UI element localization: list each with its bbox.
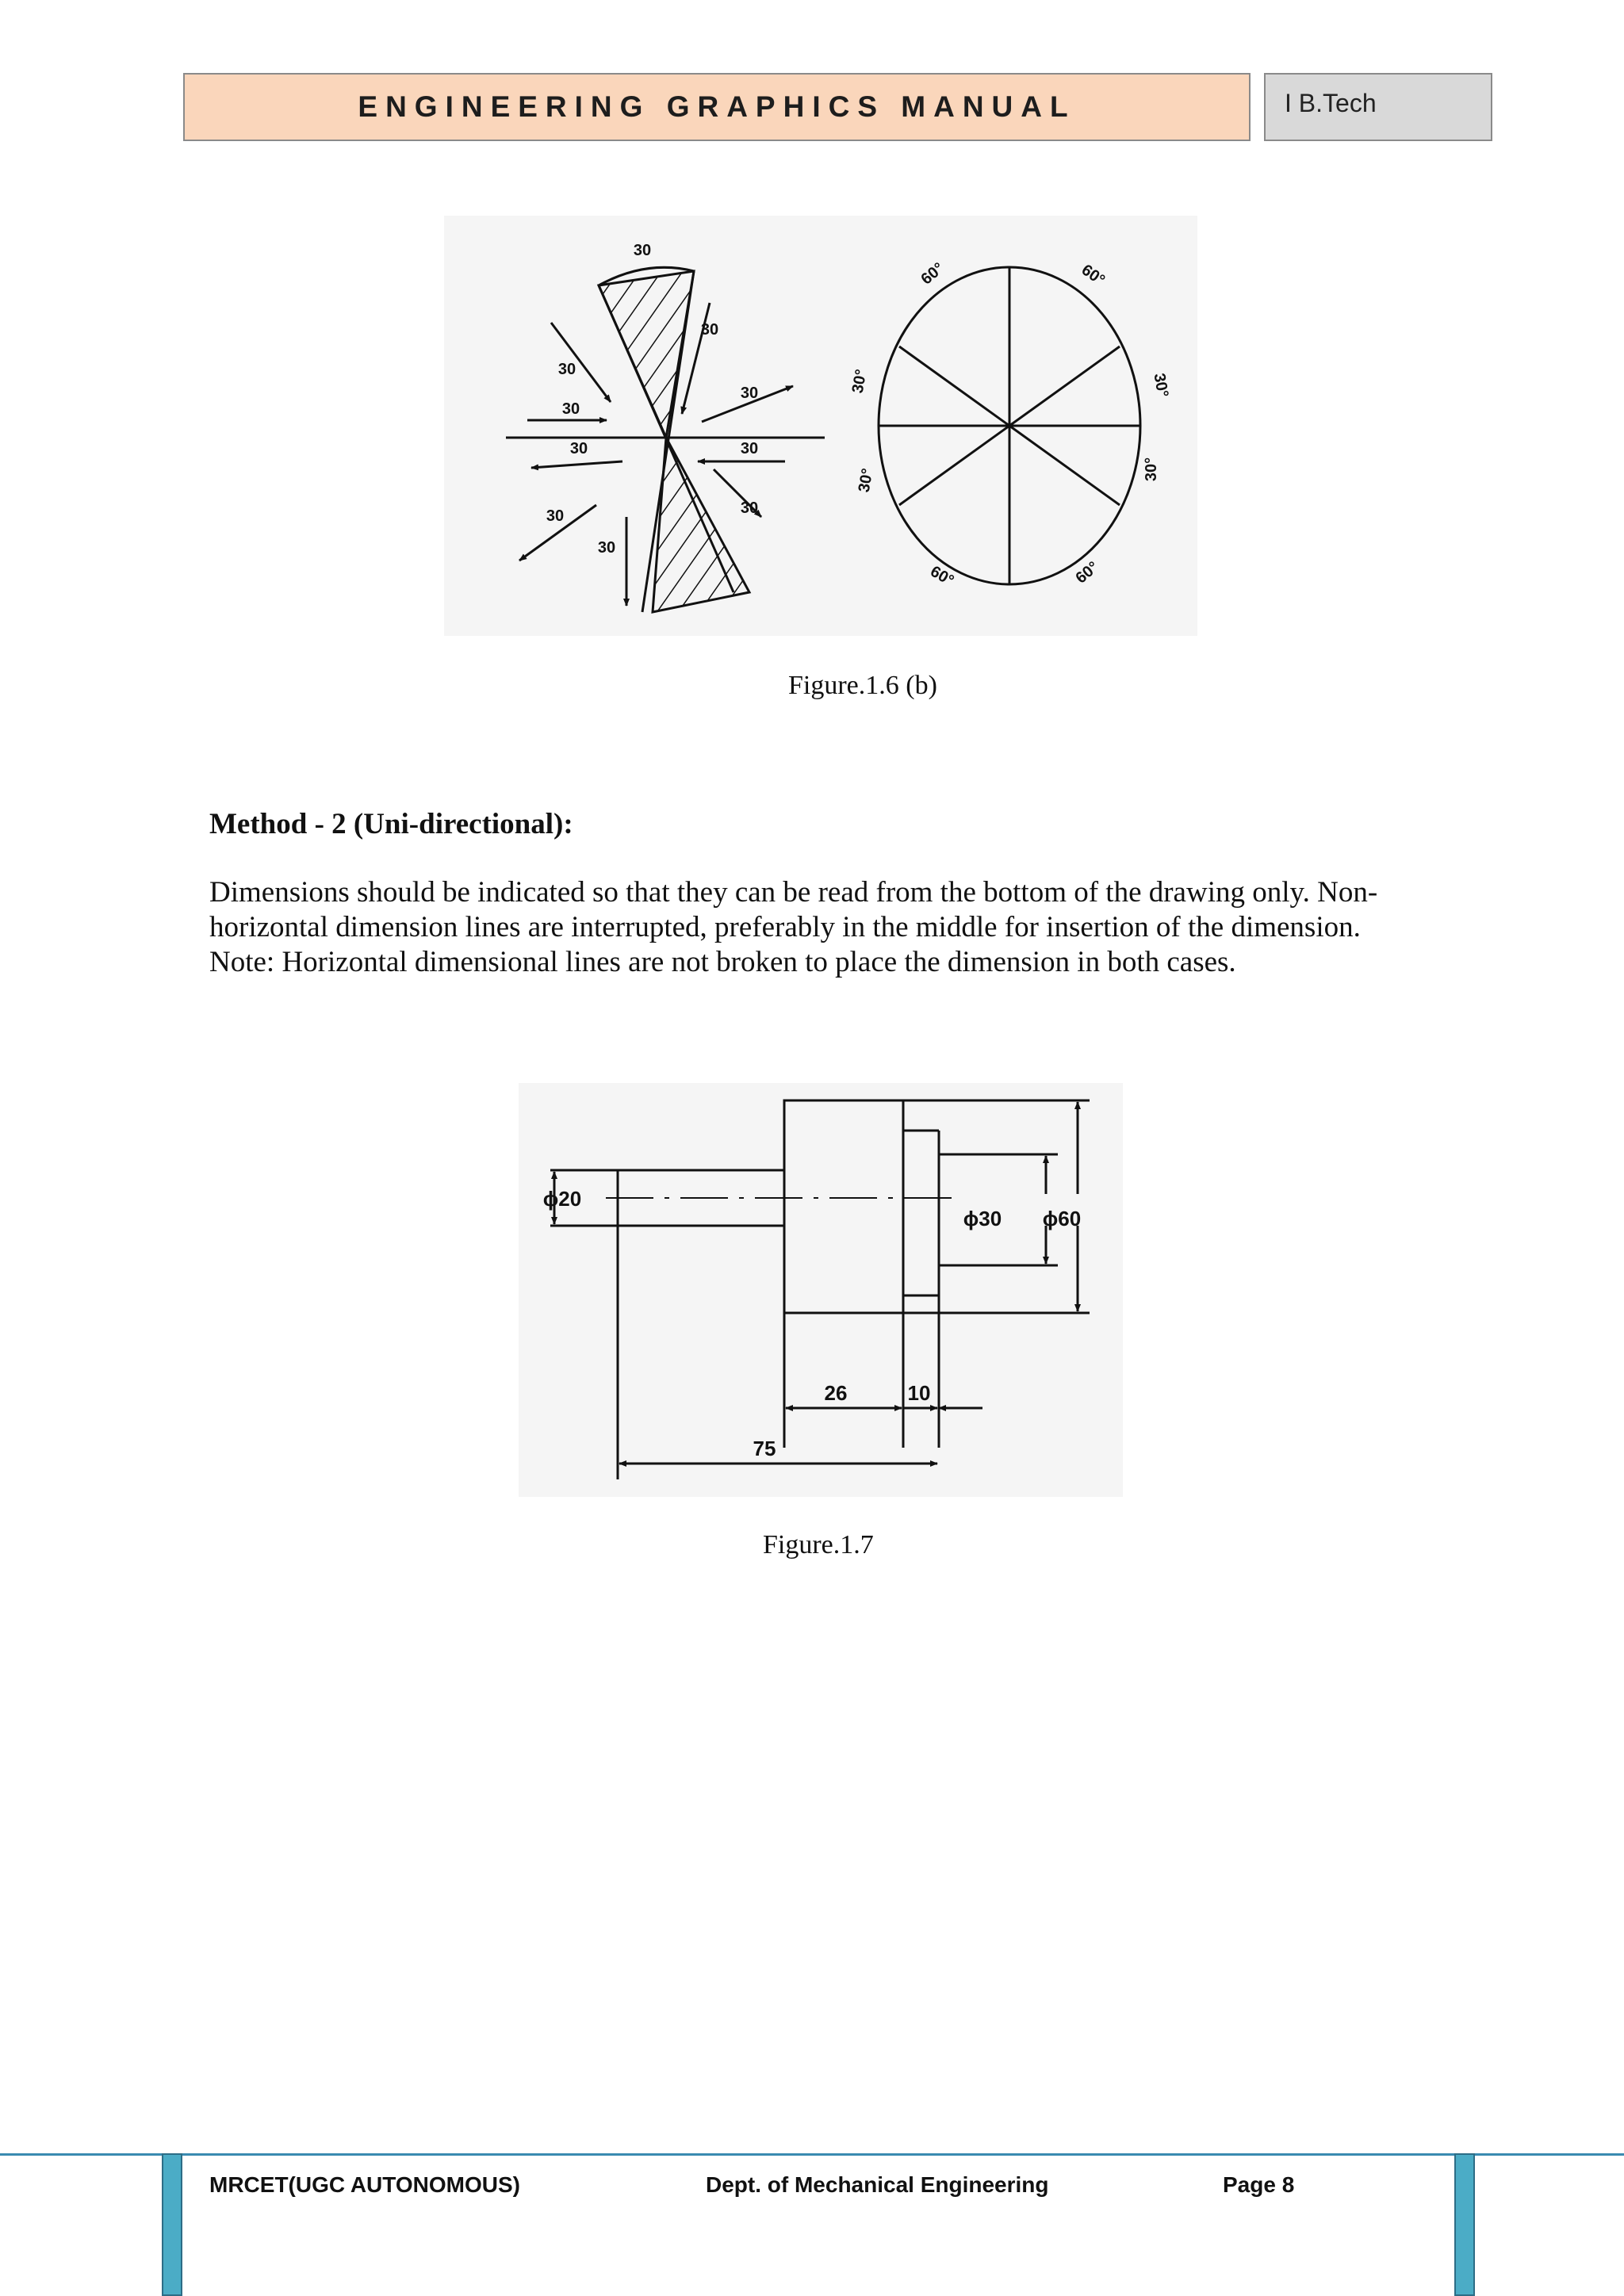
header-title: ENGINEERING GRAPHICS MANUAL xyxy=(183,73,1251,141)
fig1-angle-label: 60° xyxy=(927,562,957,590)
footer-right-bar xyxy=(1454,2153,1475,2296)
fig1-left-label: 30 xyxy=(561,400,580,418)
footer-institution: MRCET(UGC AUTONOMOUS) xyxy=(209,2172,520,2197)
fig2-dim-10: 10 xyxy=(907,1381,931,1405)
fig1-angle-label: 60° xyxy=(1078,261,1109,289)
figure-1-7 xyxy=(519,1083,1123,1497)
paragraph-line: horizontal dimension lines are interrupted, preferably in the middle for insertion of the dimension. xyxy=(209,911,1361,943)
fig1-left-label: 30 xyxy=(546,507,565,525)
fig1-angle-label: 30° xyxy=(1150,372,1172,399)
fig1-left-label: 30 xyxy=(740,385,759,402)
fig1-left-label: 30 xyxy=(700,321,719,339)
paragraph-line: Dimensions should be indicated so that they can be read from the bottom of the drawing only. Non- xyxy=(209,876,1378,909)
fig1-left-label: 30 xyxy=(557,361,576,378)
fig2-dim-mid: ϕ30 xyxy=(963,1207,1002,1230)
footer-rule xyxy=(0,2153,1624,2156)
fig1-left-label: 30 xyxy=(740,440,759,457)
footer-left-bar xyxy=(162,2153,182,2296)
fig1-angle-label: 60° xyxy=(1072,558,1102,587)
fig1-angle-label: 30° xyxy=(855,467,877,494)
fig1-angle-label: 30° xyxy=(848,368,871,395)
fig1-left-label: 30 xyxy=(633,242,652,259)
figure-1-6b-drawing xyxy=(444,216,1197,636)
fig1-left-label: 30 xyxy=(740,499,759,517)
fig1-angle-label: 30° xyxy=(1143,457,1160,482)
fig1-left-label: 30 xyxy=(597,539,616,557)
section-paragraph xyxy=(209,875,1446,980)
fig2-dim-75: 75 xyxy=(753,1437,776,1460)
footer-department: Dept. of Mechanical Engineering xyxy=(706,2172,1049,2197)
paragraph-line: Note: Horizontal dimensional lines are not broken to place the dimension in both cases. xyxy=(209,946,1236,978)
fig2-dim-left: ϕ20 xyxy=(542,1187,582,1211)
figure-1-6b-caption: Figure.1.6 (b) xyxy=(788,671,937,700)
fig1-left-label: 30 xyxy=(569,440,588,457)
header-course: I B.Tech xyxy=(1264,73,1492,141)
footer-page-number: Page 8 xyxy=(1223,2172,1295,2197)
fig2-dim-26: 26 xyxy=(824,1381,848,1405)
figure-1-7-caption: Figure.1.7 xyxy=(763,1530,874,1559)
section-heading: Method - 2 (Uni-directional): xyxy=(209,808,573,840)
figure-1-6b xyxy=(444,216,1197,636)
fig1-angle-label: 60° xyxy=(917,259,948,289)
figure-1-7-drawing xyxy=(519,1083,1123,1497)
fig2-dim-right: ϕ60 xyxy=(1042,1207,1082,1230)
